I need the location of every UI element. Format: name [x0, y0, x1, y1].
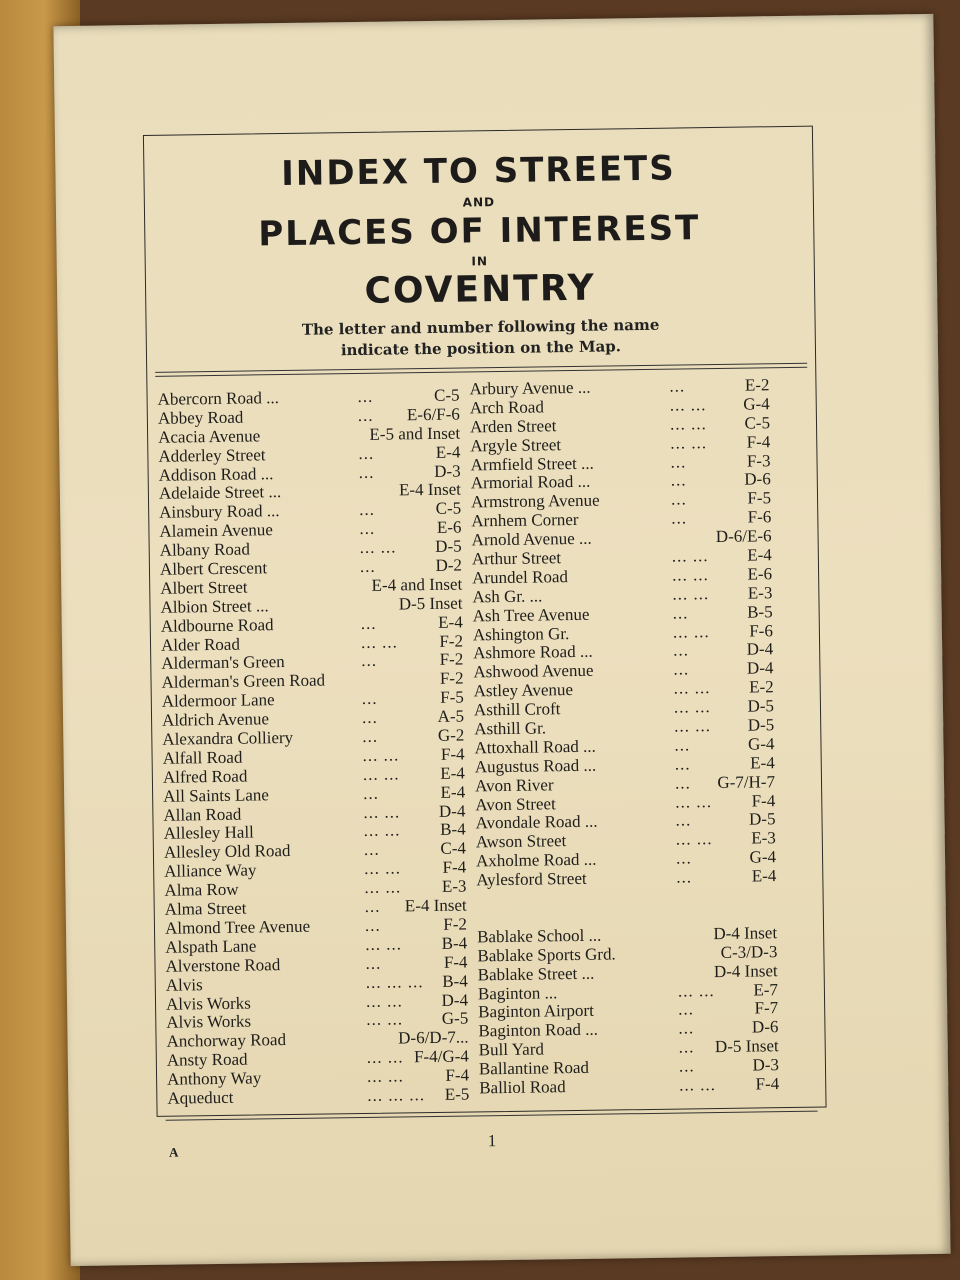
entry-leader-dots: ... [359, 500, 376, 520]
entry-map-reference: F-2 [439, 631, 464, 651]
entry-leader-dots: ... ... [671, 546, 709, 566]
entry-name: Baginton Road ... [478, 1019, 599, 1041]
subtitle [147, 313, 816, 364]
entry-leader-dots: ... [357, 386, 374, 406]
entry-leader-dots: ... ... [670, 432, 708, 453]
entry-leader-dots: ... [362, 726, 379, 746]
entry-name: Ansty Road [166, 1049, 248, 1070]
entry-leader-dots: ... ... [677, 980, 715, 1001]
entry-leader-dots: ... [359, 518, 376, 539]
entry-map-reference: D-4 [438, 801, 466, 821]
entry-map-reference: G-4 [749, 847, 777, 867]
entry-name: Astley Avenue [473, 680, 574, 701]
entry-leader-dots: ... [674, 754, 691, 774]
entry-leader-dots: ... ... [675, 791, 713, 812]
entry-map-reference: E-4 [440, 782, 466, 802]
entry-map-reference: D-3 [752, 1055, 780, 1075]
entry-leader-dots: ... [670, 451, 687, 472]
entry-leader-dots: ... [360, 613, 377, 633]
entry-name: Alvis Works [166, 1011, 252, 1033]
entry-name: Albert Crescent [159, 558, 268, 579]
entry-leader-dots: ... [675, 810, 692, 831]
entry-leader-dots: ... [359, 556, 376, 576]
entry-leader-dots: ... ... [675, 829, 713, 849]
entry-map-reference: E-4 and Inset [371, 574, 463, 595]
entry-map-reference: G-2 [437, 725, 465, 745]
entry-name: Anthony Way [166, 1068, 262, 1089]
entry-map-reference: F-2 [443, 914, 468, 934]
entry-leader-dots: ... ... [362, 764, 400, 784]
entry-name: Alfred Road [162, 766, 248, 787]
title-line-1: INDEX TO STREETS [280, 148, 676, 195]
entry-name: Ballantine Road [478, 1057, 590, 1079]
entry-map-reference: F-4 [440, 744, 465, 764]
entry-map-reference: F-4 [755, 1074, 780, 1094]
entry-map-reference: C-5 [744, 413, 771, 433]
entry-name: Arden Street [469, 416, 557, 437]
entry-name: Arnhem Corner [471, 510, 579, 531]
entry-name: Bull Yard [478, 1039, 545, 1060]
entry-name: All Saints Lane [163, 784, 270, 806]
entry-leader-dots: ... [678, 999, 695, 1019]
entry-leader-dots: ... ... ... [365, 971, 424, 992]
entry-name: Armstrong Avenue [470, 490, 600, 512]
entry-name: Allan Road [163, 804, 242, 825]
entry-map-reference: G-4 [743, 394, 770, 414]
entry-map-reference: E-3 [751, 828, 776, 848]
entry-leader-dots: ... ... [673, 678, 711, 698]
entry-name: Abercorn Road ... [157, 388, 280, 409]
entry-name: Arundel Road [471, 566, 569, 588]
entry-leader-dots: ... [670, 489, 687, 509]
entry-leader-dots: ... ... [366, 1047, 404, 1068]
entry-leader-dots: ... [361, 651, 378, 671]
title-line-5: COVENTRY [364, 267, 596, 312]
entry-leader-dots: ... ... [359, 537, 397, 558]
entry-leader-dots: ... [364, 915, 381, 935]
entry-name: Abbey Road [157, 407, 244, 428]
entry-leader-dots: ... ... [363, 802, 401, 822]
entry-name: Arch Road [469, 397, 545, 418]
entry-name: Baginton Airport [478, 1001, 595, 1022]
entry-map-reference: D-4 [746, 639, 774, 660]
entry-leader-dots: ... [671, 508, 688, 528]
entry-map-reference: E-7 [753, 979, 779, 1000]
entry-map-reference: E-3 [441, 876, 467, 897]
entry-name: Adderley Street [158, 444, 266, 466]
entry-map-reference: B-4 [442, 971, 468, 991]
entry-leader-dots: ... [669, 376, 686, 396]
entry-map-reference: D-5 [435, 536, 462, 557]
entry-map-reference: D-4 [746, 658, 774, 678]
entry-name: Avon River [474, 774, 554, 796]
entry-name: Adelaide Street ... [158, 482, 282, 504]
entry-name: Augustus Road ... [474, 755, 597, 777]
entry-name: Allesley Old Road [163, 841, 291, 863]
entry-name: Alder Road [160, 634, 241, 655]
entry-map-reference: D-5 [747, 715, 775, 735]
entry-map-reference: E-5 and Inset [369, 423, 461, 444]
entry-map-reference: F-6 [749, 620, 774, 641]
entry-map-reference: D-5 Inset [398, 593, 463, 614]
entry-map-reference: D-3 [434, 461, 461, 481]
entry-name: Alspath Lane [165, 936, 257, 957]
entry-map-reference: F-7 [754, 998, 779, 1018]
entry-name: Albany Road [159, 539, 251, 560]
entry-map-reference: B-4 [440, 820, 466, 840]
entry-name: Aqueduct [167, 1087, 234, 1108]
entry-name: Arnold Avenue ... [471, 528, 592, 550]
entry-map-reference: F-4 [443, 952, 468, 972]
entry-map-reference: C-5 [433, 385, 460, 405]
entry-leader-dots: ... [363, 840, 380, 860]
entry-map-reference: D-6/E-6 [715, 526, 772, 547]
entry-name: Acacia Avenue [158, 426, 261, 447]
entry-leader-dots: ... [358, 443, 375, 463]
entry-map-reference: F-4 [445, 1065, 470, 1085]
entry-map-reference: F-6 [747, 507, 772, 527]
entry-leader-dots: ... [673, 659, 690, 679]
entry-name: Ashwood Avenue [473, 661, 594, 682]
entry-name: Axholme Road ... [475, 849, 597, 871]
right-index-column [469, 375, 779, 1097]
entry-name: Armorial Road ... [470, 472, 591, 493]
entry-map-reference: D-6 [744, 469, 771, 490]
index-entry [479, 1074, 779, 1097]
entry-leader-dots: ... ... [364, 877, 402, 898]
index-entry [167, 1084, 469, 1107]
subtitle-line-2: indicate the position on the Map. [340, 337, 622, 360]
entry-name: Ashmore Road ... [473, 642, 593, 663]
entry-leader-dots: ... [364, 896, 381, 916]
entry-map-reference: F-5 [440, 687, 464, 708]
entry-map-reference: D-5 Inset [714, 1036, 779, 1057]
entry-map-reference: D-4 Inset [713, 960, 778, 981]
entry-name: Armfield Street ... [470, 453, 594, 474]
bottom-rule [166, 1111, 818, 1121]
title-line-3: PLACES OF INTEREST [258, 208, 701, 255]
entry-map-reference: C-3/D-3 [720, 941, 778, 962]
entry-map-reference: F-4 [751, 790, 776, 811]
entry-leader-dots: ... [362, 783, 380, 803]
entry-leader-dots: ... ... ... [367, 1085, 426, 1105]
entry-map-reference: E-4 [747, 545, 772, 565]
entry-name: Arbury Avenue ... [469, 377, 591, 399]
entry-map-reference: E-4 Inset [398, 480, 462, 500]
entry-map-reference: E-4 [435, 442, 461, 462]
entry-leader-dots: ... [674, 735, 691, 755]
entry-map-reference: E-4 [440, 763, 465, 783]
entry-map-reference: D-6/D-7... [398, 1027, 469, 1048]
entry-map-reference: C-5 [435, 498, 462, 519]
title-line-4: IN [471, 254, 489, 269]
entry-map-reference: F-5 [747, 488, 772, 508]
entry-map-reference: E-6 [747, 564, 773, 584]
entry-name: Aldermoor Lane [161, 690, 275, 712]
entry-name: Alvis Works [165, 993, 251, 1014]
entry-map-reference: D-6 [751, 1017, 779, 1037]
entry-leader-dots: ... [365, 953, 382, 973]
entry-leader-dots: ... ... [669, 413, 707, 434]
entry-map-reference: D-2 [435, 555, 463, 575]
page-number: 1 [487, 1131, 497, 1151]
entry-name: Asthill Croft [473, 699, 561, 720]
entry-leader-dots: ... [678, 1018, 695, 1038]
entry-map-reference: F-4 [746, 431, 771, 452]
entry-name: Asthill Gr. [474, 718, 547, 739]
entry-leader-dots: ... ... [672, 621, 710, 642]
entry-leader-dots: ... ... [673, 697, 711, 717]
entry-name: Albion Street ... [160, 596, 269, 617]
entry-leader-dots: ... [673, 640, 690, 661]
entry-name: Almond Tree Avenue [164, 916, 311, 938]
entry-map-reference: F-4 [442, 857, 467, 878]
entry-leader-dots: ... ... [365, 990, 403, 1011]
entry-name: Bablake School ... [477, 925, 602, 947]
entry-name: Alma Row [164, 879, 239, 900]
entry-name: Albert Street [160, 577, 248, 598]
entry-map-reference: E-2 [744, 375, 770, 395]
entry-map-reference: F-2 [439, 650, 464, 670]
subtitle-line-1: The letter and number following the name [301, 315, 660, 339]
entry-name: Attoxhall Road ... [474, 736, 596, 758]
entry-leader-dots: ... [357, 405, 374, 425]
entry-map-reference: F-3 [746, 450, 771, 471]
entry-name: Awson Street [475, 831, 567, 852]
entry-name: Arthur Street [471, 548, 562, 569]
entry-leader-dots: ... ... [679, 1075, 717, 1095]
entry-name: Allesley Hall [163, 822, 254, 844]
entry-name: Alverstone Road [165, 954, 281, 976]
title-line-2: AND [462, 195, 496, 210]
entry-name: Alma Street [164, 898, 247, 919]
entry-leader-dots: ... [361, 707, 378, 728]
entry-map-reference: E-4 [750, 753, 775, 773]
entry-leader-dots: ... ... [671, 565, 709, 585]
entry-name: Ash Gr. ... [472, 586, 543, 607]
entry-leader-dots: ... ... [366, 1009, 404, 1030]
entry-name: Bablake Sports Grd. [477, 944, 616, 966]
entry-map-reference: G-5 [441, 1008, 469, 1029]
entry-map-reference: D-5 [748, 809, 776, 830]
entry-map-reference: E-4 Inset [404, 895, 467, 916]
entry-map-reference: E-3 [747, 583, 773, 603]
entry-name: Alfall Road [162, 747, 243, 768]
entry-map-reference: F-4/G-4 [413, 1046, 469, 1067]
entry-name: Addison Road ... [158, 463, 274, 485]
entry-map-reference: E-6 [436, 517, 462, 538]
entry-map-reference: D-4 Inset [713, 923, 778, 943]
entry-leader-dots: ... [674, 773, 691, 793]
entry-name: Alliance Way [164, 860, 257, 882]
entry-name: Baginton ... [477, 982, 558, 1003]
entry-name: Alexandra Colliery [162, 727, 294, 749]
entry-leader-dots: ... ... [365, 934, 403, 954]
entry-name: Avondale Road ... [475, 812, 598, 833]
signature-mark: A [169, 1144, 179, 1160]
entry-map-reference: G-7/H-7 [717, 771, 776, 792]
entry-name: Aldbourne Road [160, 614, 274, 636]
entry-name: Balliol Road [479, 1077, 566, 1098]
entry-leader-dots: ... ... [669, 395, 707, 415]
entry-name: Anchorway Road [166, 1030, 287, 1052]
entry-leader-dots: ... [676, 867, 693, 887]
entry-leader-dots: ... [675, 848, 692, 868]
entry-name: Alvis [165, 974, 203, 995]
entry-name: Alderman's Green Road [161, 670, 326, 693]
entry-map-reference: D-4 [441, 990, 469, 1010]
entry-name: Argyle Street [470, 434, 562, 456]
index-frame [143, 126, 827, 1151]
entry-name: Alamein Avenue [159, 520, 274, 542]
entry-name: Aldrich Avenue [161, 709, 270, 730]
entry-map-reference: C-4 [440, 838, 467, 859]
entry-leader-dots: ... ... [672, 583, 710, 604]
entry-map-reference: B-4 [441, 933, 468, 953]
entry-name: Ashington Gr. [472, 623, 570, 644]
entry-leader-dots: ... [361, 688, 378, 709]
entry-name: Aylesford Street [476, 868, 587, 890]
entry-name: Alderman's Green [161, 652, 285, 674]
booklet-page [53, 14, 950, 1266]
entry-name: Avon Street [475, 793, 556, 814]
entry-leader-dots: ... [358, 462, 375, 482]
entry-leader-dots: ... [678, 1037, 695, 1057]
entry-map-reference: E-5 [444, 1084, 470, 1104]
entry-map-reference: F-2 [439, 668, 464, 689]
entry-name: Ash Tree Avenue [472, 604, 590, 626]
entry-leader-dots: ... ... [364, 858, 402, 879]
entry-map-reference: E-6/F-6 [406, 404, 460, 425]
entry-map-reference: D-5 [747, 696, 775, 716]
entry-name: Ainsbury Road ... [159, 501, 280, 523]
entry-leader-dots: ... ... [360, 632, 398, 652]
entry-map-reference: A-5 [437, 706, 465, 727]
entry-leader-dots: ... ... [366, 1066, 404, 1086]
entry-leader-dots: ... ... [362, 745, 400, 765]
entry-map-reference: E-4 [438, 612, 463, 632]
entry-leader-dots: ... [672, 603, 689, 623]
entry-name: Bablake Street ... [477, 963, 595, 984]
entry-map-reference: G-4 [747, 734, 775, 754]
entry-map-reference: E-4 [751, 866, 777, 886]
entry-leader-dots: ... ... [363, 820, 401, 841]
entry-leader-dots: ... [678, 1056, 695, 1076]
entry-map-reference: E-2 [749, 677, 774, 697]
left-index-column [157, 386, 469, 1108]
entry-leader-dots: ... ... [674, 716, 712, 736]
entry-map-reference: B-5 [746, 601, 773, 622]
entry-leader-dots: ... [670, 470, 687, 491]
